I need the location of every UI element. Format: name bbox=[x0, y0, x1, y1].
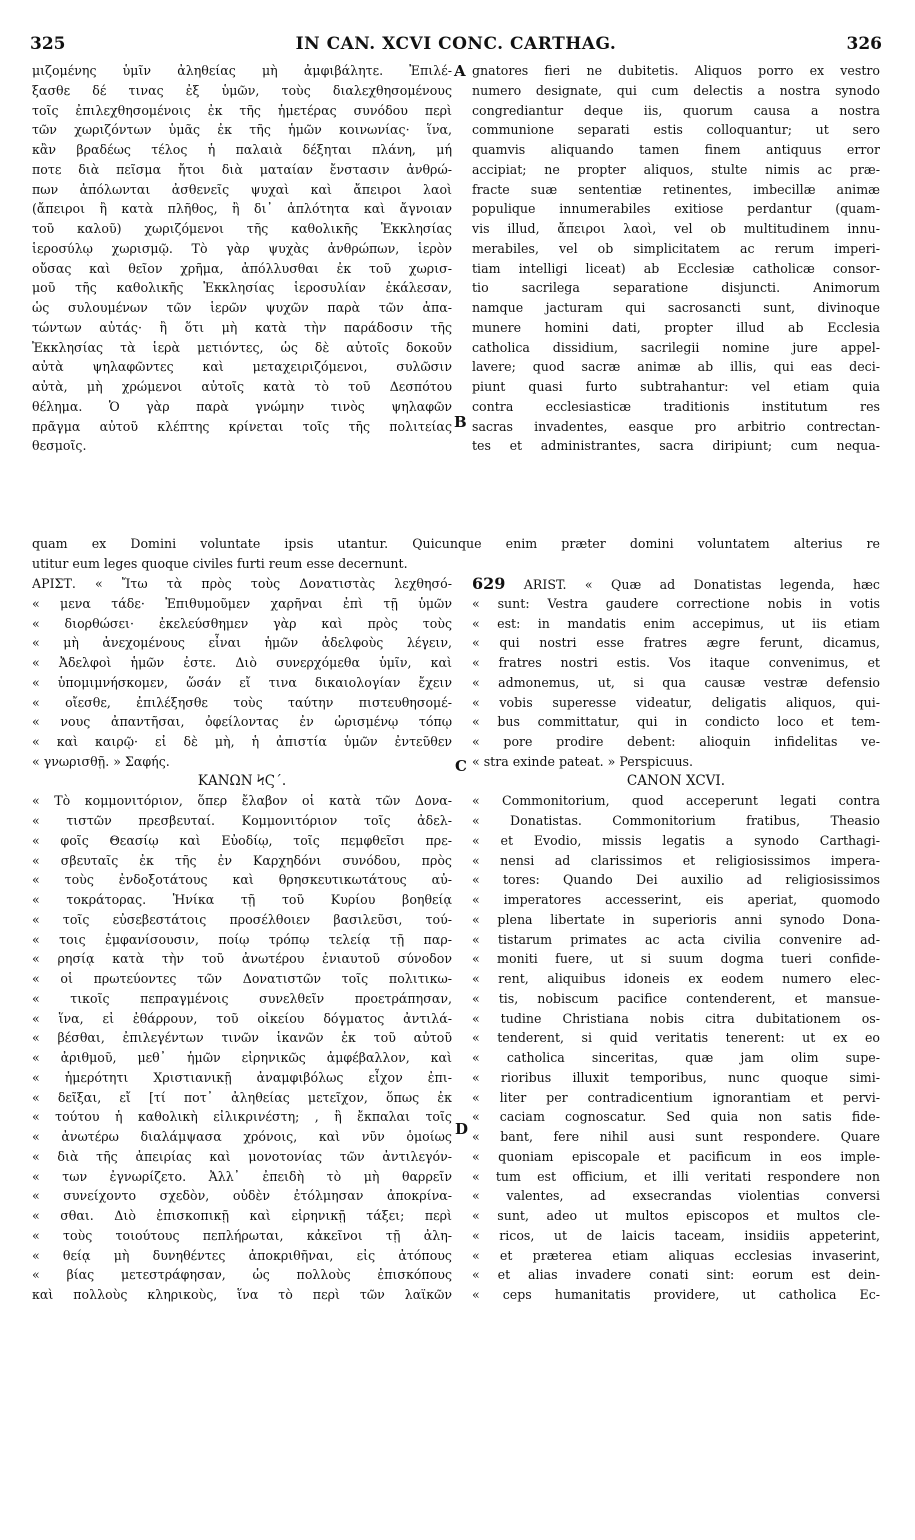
text-line: « vobis superesse videatur, deligatis aliquos, qui- bbox=[472, 694, 880, 710]
text-line: « τοῖς εὐσεβεστάτοις προσέλθοιεν βασιλεῦσι, τού- bbox=[32, 911, 452, 927]
text-line: munere homini dati, propter illud ab Ecclesia bbox=[472, 319, 880, 335]
page-number-right: 326 bbox=[846, 34, 882, 54]
text-line: « ἡμερότητι Χριστιανικῇ ἀναμφιβόλως εἶχον ἐπι- bbox=[32, 1069, 452, 1085]
text-line: « tores: Quando Dei auxilio ad religiosissimos bbox=[472, 872, 880, 888]
text-line: « μενα τάδε· Ἐπιθυμοῦμεν χαρῆναι ἐπὶ τῇ ὑμῶν bbox=[32, 595, 452, 611]
latin-lower-column bbox=[472, 574, 880, 1305]
margin-letter-c: C bbox=[455, 757, 467, 775]
text-line: κἂν βραδέως τέλος ἡ παλαιὰ δέξηται πλάνη, μή bbox=[32, 142, 452, 157]
text-line: τοῦ καλοῦ) χωριζόμενοι τῆς καθολικῆς Ἐκκλησίας bbox=[32, 221, 452, 236]
text-line: « ceps humanitatis providere, ut catholica Ec- bbox=[472, 1287, 880, 1302]
text-line: καὶ πολλοὺς κληρικοὺς, ἵνα τὸ περὶ τῶν λαϊκῶν bbox=[32, 1287, 452, 1302]
text-line: « οἴεσθε, ἐπιλέξησθε τοὺς ταύτην πιστευθησομέ- bbox=[32, 694, 452, 710]
full-width-text bbox=[32, 534, 880, 574]
text-line: « ὑπομιμνήσκομεν, ὥσάν εἴ τινα δικαιολογίαν ἔχειν bbox=[32, 674, 452, 690]
text-line: « plena libertate in superioris anni synodo Dona- bbox=[472, 911, 880, 927]
text-line: « ἵνα, εἰ ἐθάρρουν, τοῦ οἰκείου δόγματος ἀντιλά- bbox=[32, 1010, 452, 1026]
text-line: « stra exinde pateat. » Perspicuus. bbox=[472, 753, 694, 769]
arist-line: « Ἴτω τὰ πρὸς τοὺς Δονατιστὰς λεχθησό- bbox=[95, 576, 452, 591]
greek-text-block-top bbox=[32, 61, 452, 456]
text-line: « τούτου ἡ καθολικὴ εἰλικρινέστη; , ἣ ἔκπαλαι τοῖς bbox=[32, 1109, 452, 1125]
text-line: « τοὺς τοιούτους πεπλήρωται, κἀκεῖνοι τῇ ἀλη- bbox=[32, 1227, 452, 1243]
text-line: « bus committatur, qui in condicto loco et tem- bbox=[472, 714, 880, 730]
text-line: πρᾶγμα αὐτοῦ κλέπτης κρίνεται τοῖς τῆς πολιτείας bbox=[32, 418, 452, 434]
text-line: « tis, nobiscum pacifice contenderent, et mansue- bbox=[472, 990, 880, 1006]
text-line: « τοκράτορας. Ἡνίκα τῇ τοῦ Κυρίου βοηθείᾳ bbox=[32, 892, 452, 907]
text-line: sacras invadentes, easque pro arbitrio contrectan- bbox=[472, 418, 880, 434]
text-line: « sunt: Vestra gaudere correctione nobis in votis bbox=[472, 595, 880, 611]
text-line: « tenderent, si quid veritatis tenerent: ut ex eo bbox=[472, 1030, 880, 1046]
text-line: « valentes, ad exsecrandas violentias conversi bbox=[472, 1188, 880, 1204]
arist-first-line bbox=[472, 574, 880, 594]
text-line: « pore prodire debent: alioquin infidelitas ve- bbox=[472, 734, 880, 749]
text-line: « tum est officium, et illi veritati respondere non bbox=[472, 1168, 880, 1184]
text-line: tiam intelligi liceat) ab Ecclesiæ catholicæ consor- bbox=[472, 260, 880, 276]
text-line: « bant, fere nihil ausi sunt respondere. Quare bbox=[472, 1129, 880, 1144]
text-line: « admonemus, ut, si qua causæ vestræ defensio bbox=[472, 674, 880, 690]
text-line: πων ἀπόλωνται ἀσθενεῖς ψυχαὶ καὶ ἄπειροι λαοὶ bbox=[32, 181, 452, 197]
text-line: « fratres nostri estis. Vos itaque convenimus, et bbox=[472, 655, 880, 670]
text-line: αὐτὰ ψηλαφῶντες καὶ μεταχειριζόμενοι, συλῶσιν bbox=[32, 359, 452, 375]
text-line: « qui nostri esse fratres ægre ferunt, dicamus, bbox=[472, 635, 880, 651]
text-line: catholica dissidium, sacrilegii nomine jure appel- bbox=[472, 339, 880, 355]
text-line: « ρησίᾳ κατὰ τὴν τοῦ ἀνωτέρου ἐνιαυτοῦ σύνοδον bbox=[32, 951, 452, 967]
text-line: θεσμοῖς. bbox=[32, 438, 87, 454]
text-line: « δεῖξαι, εἴ [τί ποτ᾽ ἀληθείας μετεῖχον, ὅπως ἐκ bbox=[32, 1089, 452, 1105]
text-line: namque jacturam qui sacrosancti sunt, divinoque bbox=[472, 300, 880, 315]
text-line: « νους ἀπαντῆσαι, ὀφείλοντας ἐν ὡρισμένῳ τόπῳ bbox=[32, 714, 452, 730]
text-line: « οἱ πρωτεύοντες τῶν Δονατιστῶν τοῖς πολιτικω- bbox=[32, 971, 452, 986]
text-line: « μὴ ἀνεχομένους εἶναι ἡμῶν ἀδελφοὺς λέγειν, bbox=[32, 635, 452, 651]
text-line: « et præterea etiam aliquas ecclesias invaserint, bbox=[472, 1247, 880, 1263]
text-line: τοῖς ἐπιλεχθησομένοις ἐκ τῆς ἡμετέρας συνόδου περὶ bbox=[32, 102, 452, 118]
text-line: « φοῖς Θεασίῳ καὶ Εὐοδίῳ, τοῖς πεμφθεῖσι πρε- bbox=[32, 832, 452, 848]
full-width-line: quam ex Domini voluntate ipsis utantur. Quicunque enim præter domini voluntatem alterius re bbox=[32, 536, 880, 551]
text-line: tes et administrantes, sacra diripiunt; cum nequa- bbox=[472, 438, 880, 454]
text-line: « Τὸ κομμονιτόριον, ὅπερ ἔλαβον οἱ κατὰ τῶν Δονα- bbox=[32, 793, 452, 809]
text-line: « caciam cognoscatur. Sed quia non satis fide- bbox=[472, 1109, 880, 1125]
page-number-left: 325 bbox=[30, 34, 66, 54]
text-line: μιζομένης ὑμῖν ἀληθείας μὴ ἀμφιβάλητε. Ἐπιλέ- bbox=[32, 63, 452, 78]
greek-canon-text bbox=[32, 791, 452, 1305]
text-line: lavere; quod sacræ animæ ab illis, qui eas deci- bbox=[472, 359, 880, 375]
text-line: congrediantur deque iis, quorum causa a nostra bbox=[472, 102, 880, 118]
text-line: merabiles, vel ob simplicitatem ac rerum imperi- bbox=[472, 240, 880, 256]
text-line: « ricos, ut de laicis taceam, insidiis appeterint, bbox=[472, 1227, 880, 1243]
text-line: « ἀνωτέρω διαλάμψασα χρόνοις, καὶ νῦν ὁμοίως bbox=[32, 1129, 452, 1144]
text-line: « των ἐγνωρίζετο. Ἀλλ᾽ ἐπειδὴ τὸ μὴ θαρρεῖν bbox=[32, 1168, 452, 1184]
arist-first-line bbox=[32, 574, 452, 594]
full-width-line: utitur eum leges quoque civiles furti reum esse decernunt. bbox=[32, 555, 408, 571]
text-line: « τιστῶν πρεσβευταί. Κομμονιτόριον τοῖς ἀδελ- bbox=[32, 813, 452, 828]
arist-label-greek: ΑΡΙΣΤ. bbox=[32, 576, 76, 591]
latin-text-block-top bbox=[472, 61, 880, 456]
text-line: « rent, aliquibus idoneis ex eodem numero elec- bbox=[472, 971, 880, 986]
text-line: (ἄπειροι ἢ κατὰ πλῆθος, ἢ δι᾽ ἁπλότητα καὶ ἄγνοιαν bbox=[32, 201, 452, 217]
text-line: contra ecclesiasticæ traditionis institutum res bbox=[472, 398, 880, 414]
margin-letter-b: B bbox=[454, 413, 467, 431]
text-line: fracte suæ sententiæ retinentes, imbecillæ animæ bbox=[472, 181, 880, 197]
greek-canon-title: ΚΑΝΩΝ ϞϚ΄. bbox=[197, 772, 287, 789]
text-line: « et Evodio, missis legatis a synodo Carthagi- bbox=[472, 832, 880, 848]
text-line: « θείᾳ μὴ δυνηθέντες ἀποκριθῆναι, εἰς ἀτόπους bbox=[32, 1247, 452, 1263]
text-line: « βέσθαι, ἐπιλεγέντων τινῶν ἱκανῶν ἐκ τοῦ αὐτοῦ bbox=[32, 1030, 452, 1046]
text-line: θέλημα. Ὁ γὰρ παρὰ γνώμην τινὸς ψηλαφῶν bbox=[32, 398, 452, 414]
text-line: tio sacrilega separatione disjuncti. Animorum bbox=[472, 280, 880, 296]
text-line: « καὶ καιρῷ· εἰ δὲ μὴ, ἡ ἀπιστία ὑμῶν ἐντεῦθεν bbox=[32, 734, 452, 749]
text-line: « διὰ τῆς ἀπειρίας καὶ μονοτονίας τῶν ἀντιλεγόν- bbox=[32, 1148, 452, 1164]
text-line: « quoniam episcopale et pacificum in eos imple- bbox=[472, 1148, 880, 1164]
page-header bbox=[30, 34, 882, 58]
text-line: « συνείχοντο σχεδὸν, οὐδὲν ἐτόλμησαν ἀποκρίνα- bbox=[32, 1188, 452, 1204]
text-line: ὡς συλουμένων τῶν ἱερῶν ψυχῶν παρὰ τῶν ἀπα- bbox=[32, 300, 452, 315]
text-line: τῶν χωριζόντων ὑμᾶς ἐκ τῆς ἡμῶν κοινωνίας· ἵνα, bbox=[32, 122, 452, 138]
text-line: « τοις ἐμφανίσουσιν, ποίῳ τρόπῳ τελείᾳ τῇ παρ- bbox=[32, 931, 452, 947]
text-line: « rioribus illuxit temporibus, nunc quoque simi- bbox=[472, 1069, 880, 1085]
margin-letter-d: D bbox=[455, 1120, 469, 1138]
text-line: « liter per contradicentium ignorantiam et pervi- bbox=[472, 1089, 880, 1105]
text-line: « imperatores accesserint, eis aperiat, quomodo bbox=[472, 892, 880, 907]
text-line: « nensi ad clarissimos et religiosissimos impera- bbox=[472, 852, 880, 868]
text-line: populique innumerabiles exitiose perdantur (quam- bbox=[472, 201, 880, 217]
text-line: οὔσας καὶ θεῖον χρῆμα, ἀπόλλυσθαι ἐκ τοῦ χωρισ- bbox=[32, 260, 452, 276]
margin-letter-a: A bbox=[454, 62, 466, 80]
text-line: accipiat; ne propter aliquos, stulte nimis ac præ- bbox=[472, 161, 880, 177]
text-line: « τικοῖς πεπραγμένοις συνελθεῖν προετράπησαν, bbox=[32, 990, 452, 1006]
text-line: μοῦ τῆς καθολικῆς Ἐκκλησίας ἱεροσυλίαν ἐκάλεσαν, bbox=[32, 280, 452, 296]
text-line: « Ἀδελφοὶ ἡμῶν ἐστε. Διὸ συνερχόμεθα ὑμῖν, καὶ bbox=[32, 655, 452, 670]
arist-line: « Quæ ad Donatistas legenda, hæc bbox=[584, 577, 880, 592]
text-line: « Commonitorium, quod acceperunt legati contra bbox=[472, 793, 880, 809]
text-line: Ἐκκλησίας τὰ ἱερὰ μετιόντες, ὡς δὲ αὐτοῖς δοκοῦν bbox=[32, 339, 452, 355]
text-line: « βίας μετεστράφησαν, ὡς πολλοὺς ἐπισκόπους bbox=[32, 1267, 452, 1283]
text-line: « τοὺς ἐνδοξοτάτους καὶ θρησκευτικωτάτους αὐ- bbox=[32, 872, 452, 888]
text-line: « catholica sinceritas, quæ jam olim supe- bbox=[472, 1050, 880, 1065]
text-line: numero designate, qui cum delectis a nostra synodo bbox=[472, 82, 880, 98]
text-line: « γνωρισθῇ. » Σαφής. bbox=[32, 753, 170, 769]
text-line: ποτε διὰ πεῖσμα ἤτοι διὰ ματαίαν ἔνστασιν ἀνθρώ- bbox=[32, 161, 452, 177]
text-line: « tudine Christiana nobis citra dubitationem os- bbox=[472, 1010, 880, 1026]
text-line: « ἀριθμοῦ, μεθ᾽ ἡμῶν εἰρηνικῶς ἀμφέβαλλον, καὶ bbox=[32, 1050, 452, 1065]
greek-lower-column bbox=[32, 574, 452, 1305]
latin-canon-title: CANON XCVI. bbox=[626, 772, 726, 789]
text-line: αὐτὰ, μὴ χρώμενοι αὐτοῖς κατὰ τὸ τοῦ Δεσπότου bbox=[32, 379, 452, 394]
column-number: 629 bbox=[472, 574, 506, 593]
arist-label-latin: ARIST. bbox=[523, 577, 567, 592]
text-line: « Donatistas. Commonitorium fratibus, Theasio bbox=[472, 813, 880, 828]
text-line: ἱεροσύλῳ χωρισμῷ. Τὸ γὰρ ψυχὰς ἀνθρώπων, ἱερὸν bbox=[32, 240, 452, 256]
text-line: vis illud, ἄπειροι λαοὶ, vel ob multitudinem innu- bbox=[472, 221, 880, 236]
text-line: « tistarum primates ac acta civilia convenire ad- bbox=[472, 931, 880, 947]
latin-aristenus-section bbox=[472, 574, 880, 772]
text-line: « et alias invadere conati sint: eorum est dein- bbox=[472, 1267, 880, 1283]
text-line: « sunt, adeo ut multos episcopos et multos cle- bbox=[472, 1208, 880, 1223]
text-line: « σθαι. Διὸ ἐπισκοπικῇ καὶ εἰρηνικῇ τάξει; περὶ bbox=[32, 1208, 452, 1223]
text-line: « est: in mandatis enim accepimus, ut iis etiam bbox=[472, 615, 880, 631]
text-line: τώντων αὐτάς· ἢ ὅτι μὴ κατὰ τὴν παράδοσιν τῆς bbox=[32, 319, 452, 335]
text-line: communione separati estis colloquantur; ut sero bbox=[472, 122, 880, 138]
text-line: gnatores fieri ne dubitetis. Aliquos porro ex vestro bbox=[472, 63, 880, 78]
text-line: quamvis aliquando tamen finem antiquus error bbox=[472, 142, 880, 157]
text-line: piunt quasi furto subtrahantur: vel etiam quia bbox=[472, 379, 880, 394]
greek-aristenus-section bbox=[32, 574, 452, 772]
text-line: « σβευταῖς ἐκ τῆς ἐν Καρχηδόνι συνόδου, πρὸς bbox=[32, 852, 452, 868]
latin-canon-text bbox=[472, 791, 880, 1305]
running-title: IN CAN. XCVI CONC. CARTHAG. bbox=[295, 34, 617, 54]
text-line: ξασθε δέ τινας ἐξ ὑμῶν, τοὺς διαλεχθησομένους bbox=[32, 82, 452, 98]
text-line: « moniti fuere, ut si suum dogma tueri confide- bbox=[472, 951, 880, 967]
text-line: « διορθώσει· ἐκελεύσθημεν γὰρ καὶ πρὸς τοὺς bbox=[32, 615, 452, 631]
